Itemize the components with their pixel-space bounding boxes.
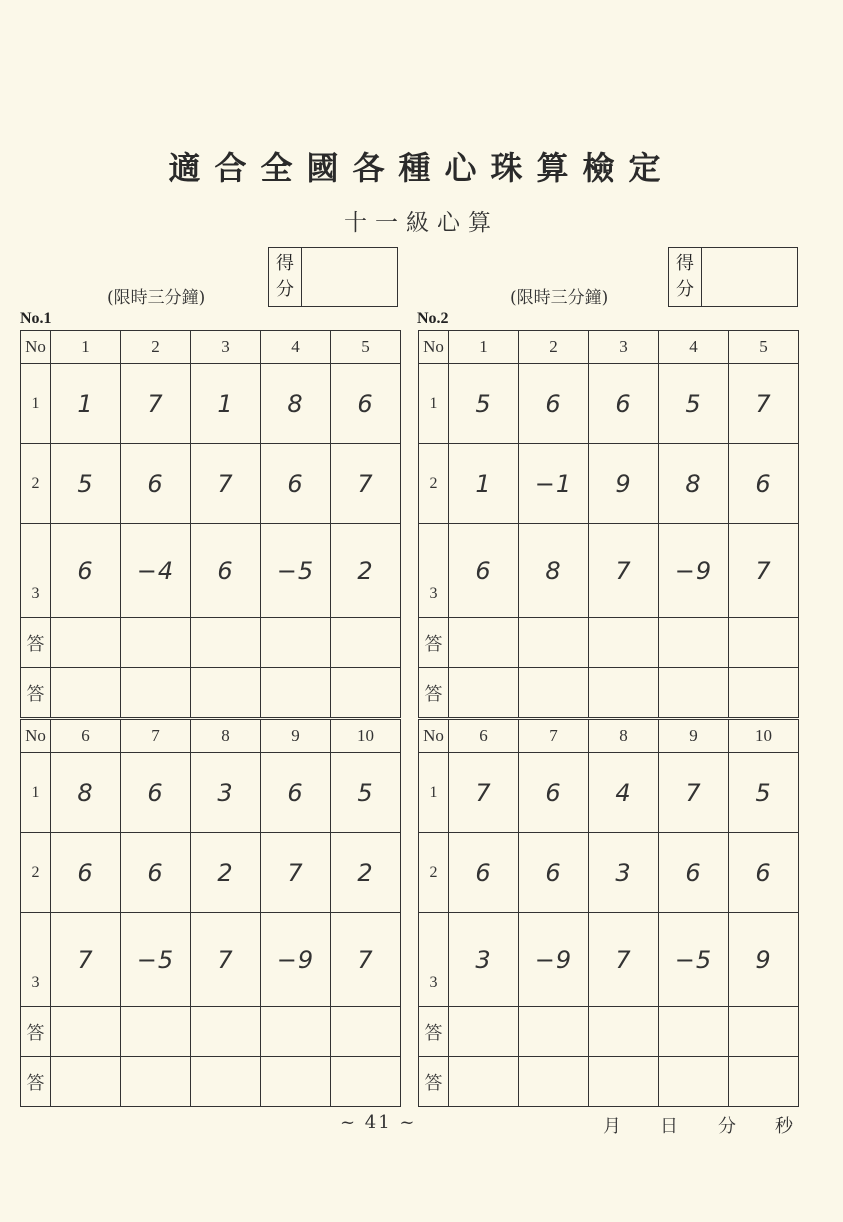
row-number: 2 <box>419 833 449 913</box>
addend-value: 8 <box>51 753 121 833</box>
row-number: 1 <box>419 364 449 444</box>
addend-value: 7 <box>121 364 191 444</box>
addend-value: 6 <box>519 364 589 444</box>
addend-value: 7 <box>51 913 121 1007</box>
row-number: 3 <box>419 524 449 618</box>
problem-number: 8 <box>589 720 659 753</box>
addend-row <box>419 364 799 444</box>
answer-cell[interactable] <box>121 1057 191 1107</box>
problem-grid <box>418 330 799 718</box>
addend-row <box>21 753 401 833</box>
answer-label: 答 <box>419 1057 449 1107</box>
addend-value: 2 <box>331 833 401 913</box>
answer-cell[interactable] <box>729 1007 799 1057</box>
answer-cell[interactable] <box>331 1007 401 1057</box>
addend-value: 7 <box>659 753 729 833</box>
row-number: 3 <box>21 913 51 1007</box>
row-header: No <box>419 331 449 364</box>
addend-value: 9 <box>729 913 799 1007</box>
addend-row <box>419 833 799 913</box>
problem-grid <box>20 330 401 718</box>
answer-cell[interactable] <box>449 1057 519 1107</box>
addend-value: 6 <box>191 524 261 618</box>
row-header: No <box>21 331 51 364</box>
answer-cell[interactable] <box>51 1007 121 1057</box>
addend-value: 7 <box>331 913 401 1007</box>
answer-cell[interactable] <box>331 1057 401 1107</box>
addend-value: 6 <box>449 524 519 618</box>
row-number: 3 <box>419 913 449 1007</box>
answer-label: 答 <box>419 618 449 668</box>
answer-cell[interactable] <box>331 668 401 718</box>
row-number: 3 <box>21 524 51 618</box>
addend-value: 7 <box>449 753 519 833</box>
addend-value: 7 <box>331 444 401 524</box>
problem-number: 10 <box>331 720 401 753</box>
problem-number: 5 <box>729 331 799 364</box>
answer-cell[interactable] <box>261 618 331 668</box>
answer-cell[interactable] <box>589 1007 659 1057</box>
problem-grid <box>418 719 799 1107</box>
answer-cell[interactable] <box>729 618 799 668</box>
addend-value: 7 <box>729 364 799 444</box>
addend-value: 2 <box>331 524 401 618</box>
row-number: 1 <box>21 753 51 833</box>
answer-cell[interactable] <box>51 1057 121 1107</box>
answer-label: 答 <box>21 1057 51 1107</box>
answer-cell[interactable] <box>519 668 589 718</box>
row-number: 1 <box>419 753 449 833</box>
header-row <box>21 720 401 753</box>
answer-cell[interactable] <box>449 1007 519 1057</box>
answer-cell[interactable] <box>191 1057 261 1107</box>
answer-label: 答 <box>21 1007 51 1057</box>
addend-value: 3 <box>449 913 519 1007</box>
addend-row <box>419 444 799 524</box>
problem-number: 4 <box>261 331 331 364</box>
addend-value: 5 <box>331 753 401 833</box>
addend-row <box>419 753 799 833</box>
answer-cell[interactable] <box>261 1007 331 1057</box>
addend-row <box>21 444 401 524</box>
addend-value: −9 <box>261 913 331 1007</box>
addend-value: 7 <box>191 913 261 1007</box>
addend-value: 6 <box>729 444 799 524</box>
addend-value: −1 <box>519 444 589 524</box>
time-limit-2: (限時三分鐘) <box>510 288 609 308</box>
answer-row <box>21 1057 401 1107</box>
problem-number: 2 <box>121 331 191 364</box>
row-number: 1 <box>21 364 51 444</box>
addend-value: 3 <box>589 833 659 913</box>
answer-row <box>21 618 401 668</box>
addend-row <box>419 913 799 1007</box>
problem-number: 4 <box>659 331 729 364</box>
worksheet-title: 適合全國各種心珠算檢定 <box>168 149 675 187</box>
row-header: No <box>419 720 449 753</box>
addend-value: 3 <box>191 753 261 833</box>
addend-value: 7 <box>261 833 331 913</box>
addend-value: 6 <box>121 753 191 833</box>
problem-number: 9 <box>261 720 331 753</box>
addend-row <box>21 913 401 1007</box>
addend-value: −5 <box>261 524 331 618</box>
score-label: 得 分 <box>669 248 702 306</box>
score-box-1 <box>268 247 398 307</box>
addend-value: 6 <box>121 833 191 913</box>
answer-cell[interactable] <box>659 668 729 718</box>
answer-cell[interactable] <box>191 618 261 668</box>
answer-cell[interactable] <box>51 618 121 668</box>
addend-value: 6 <box>589 364 659 444</box>
answer-cell[interactable] <box>121 1007 191 1057</box>
addend-value: 6 <box>121 444 191 524</box>
answer-cell[interactable] <box>121 618 191 668</box>
addend-value: 5 <box>659 364 729 444</box>
addend-value: 7 <box>191 444 261 524</box>
sheet-label-1: No.1 <box>20 310 52 327</box>
addend-value: 1 <box>191 364 261 444</box>
worksheet-subtitle: 十一級心算 <box>344 210 499 236</box>
answer-row <box>419 1057 799 1107</box>
addend-value: 4 <box>589 753 659 833</box>
addend-value: 6 <box>659 833 729 913</box>
answer-cell[interactable] <box>729 1057 799 1107</box>
addend-value: 5 <box>729 753 799 833</box>
row-header: No <box>21 720 51 753</box>
addend-row <box>21 833 401 913</box>
answer-cell[interactable] <box>519 1007 589 1057</box>
problem-number: 6 <box>51 720 121 753</box>
footer-minute: 分 <box>718 1116 736 1137</box>
answer-cell[interactable] <box>589 618 659 668</box>
problem-number: 10 <box>729 720 799 753</box>
answer-cell[interactable] <box>121 668 191 718</box>
addend-value: 5 <box>449 364 519 444</box>
addend-value: 6 <box>449 833 519 913</box>
addend-value: 8 <box>659 444 729 524</box>
addend-value: 6 <box>261 753 331 833</box>
addend-value: −5 <box>659 913 729 1007</box>
answer-row <box>21 1007 401 1057</box>
answer-cell[interactable] <box>659 1057 729 1107</box>
addend-value: 6 <box>729 833 799 913</box>
problem-number: 3 <box>589 331 659 364</box>
answer-row <box>21 668 401 718</box>
answer-cell[interactable] <box>331 618 401 668</box>
time-limit-1: (限時三分鐘) <box>107 288 206 308</box>
addend-value: 1 <box>449 444 519 524</box>
addend-value: 9 <box>589 444 659 524</box>
problem-grid <box>20 719 401 1107</box>
addend-value: 7 <box>589 524 659 618</box>
addend-row <box>419 524 799 618</box>
addend-value: 6 <box>51 833 121 913</box>
answer-cell[interactable] <box>261 668 331 718</box>
answer-cell[interactable] <box>449 618 519 668</box>
problem-number: 6 <box>449 720 519 753</box>
problem-number: 3 <box>191 331 261 364</box>
problem-number: 8 <box>191 720 261 753</box>
problem-number: 1 <box>51 331 121 364</box>
addend-value: 1 <box>51 364 121 444</box>
row-number: 2 <box>21 444 51 524</box>
footer-second: 秒 <box>775 1116 793 1137</box>
answer-cell[interactable] <box>589 1057 659 1107</box>
score-label: 得 分 <box>269 248 302 306</box>
answer-cell[interactable] <box>191 1007 261 1057</box>
answer-label: 答 <box>419 1007 449 1057</box>
score-input-area <box>702 248 797 306</box>
addend-value: −5 <box>121 913 191 1007</box>
answer-label: 答 <box>21 668 51 718</box>
answer-cell[interactable] <box>729 668 799 718</box>
problem-number: 9 <box>659 720 729 753</box>
addend-value: 2 <box>191 833 261 913</box>
problem-number: 2 <box>519 331 589 364</box>
answer-label: 答 <box>419 668 449 718</box>
answer-row <box>419 668 799 718</box>
score-input-area <box>302 248 397 306</box>
addend-row <box>21 524 401 618</box>
addend-value: 8 <box>261 364 331 444</box>
sheet-label-2: No.2 <box>417 310 449 327</box>
header-row <box>21 331 401 364</box>
header-row <box>419 331 799 364</box>
answer-cell[interactable] <box>449 668 519 718</box>
answer-label: 答 <box>21 618 51 668</box>
addend-value: 6 <box>51 524 121 618</box>
row-number: 2 <box>21 833 51 913</box>
addend-value: −9 <box>519 913 589 1007</box>
problem-number: 1 <box>449 331 519 364</box>
answer-cell[interactable] <box>519 618 589 668</box>
addend-value: 6 <box>519 833 589 913</box>
score-box-2 <box>668 247 798 307</box>
problem-number: 7 <box>519 720 589 753</box>
addend-value: 8 <box>519 524 589 618</box>
answer-cell[interactable] <box>659 1007 729 1057</box>
answer-cell[interactable] <box>261 1057 331 1107</box>
addend-value: 7 <box>589 913 659 1007</box>
addend-value: −4 <box>121 524 191 618</box>
problem-number: 7 <box>121 720 191 753</box>
footer-day: 日 <box>660 1116 678 1137</box>
addend-value: 6 <box>261 444 331 524</box>
addend-row <box>21 364 401 444</box>
addend-value: 5 <box>51 444 121 524</box>
page-number: ~ 41 ~ <box>340 1112 417 1133</box>
addend-value: 6 <box>331 364 401 444</box>
answer-cell[interactable] <box>51 668 121 718</box>
row-number: 2 <box>419 444 449 524</box>
answer-cell[interactable] <box>589 668 659 718</box>
answer-cell[interactable] <box>519 1057 589 1107</box>
answer-row <box>419 1007 799 1057</box>
answer-cell[interactable] <box>659 618 729 668</box>
answer-cell[interactable] <box>191 668 261 718</box>
problem-number: 5 <box>331 331 401 364</box>
answer-row <box>419 618 799 668</box>
addend-value: 7 <box>729 524 799 618</box>
footer-month: 月 <box>603 1116 621 1137</box>
header-row <box>419 720 799 753</box>
addend-value: 6 <box>519 753 589 833</box>
addend-value: −9 <box>659 524 729 618</box>
